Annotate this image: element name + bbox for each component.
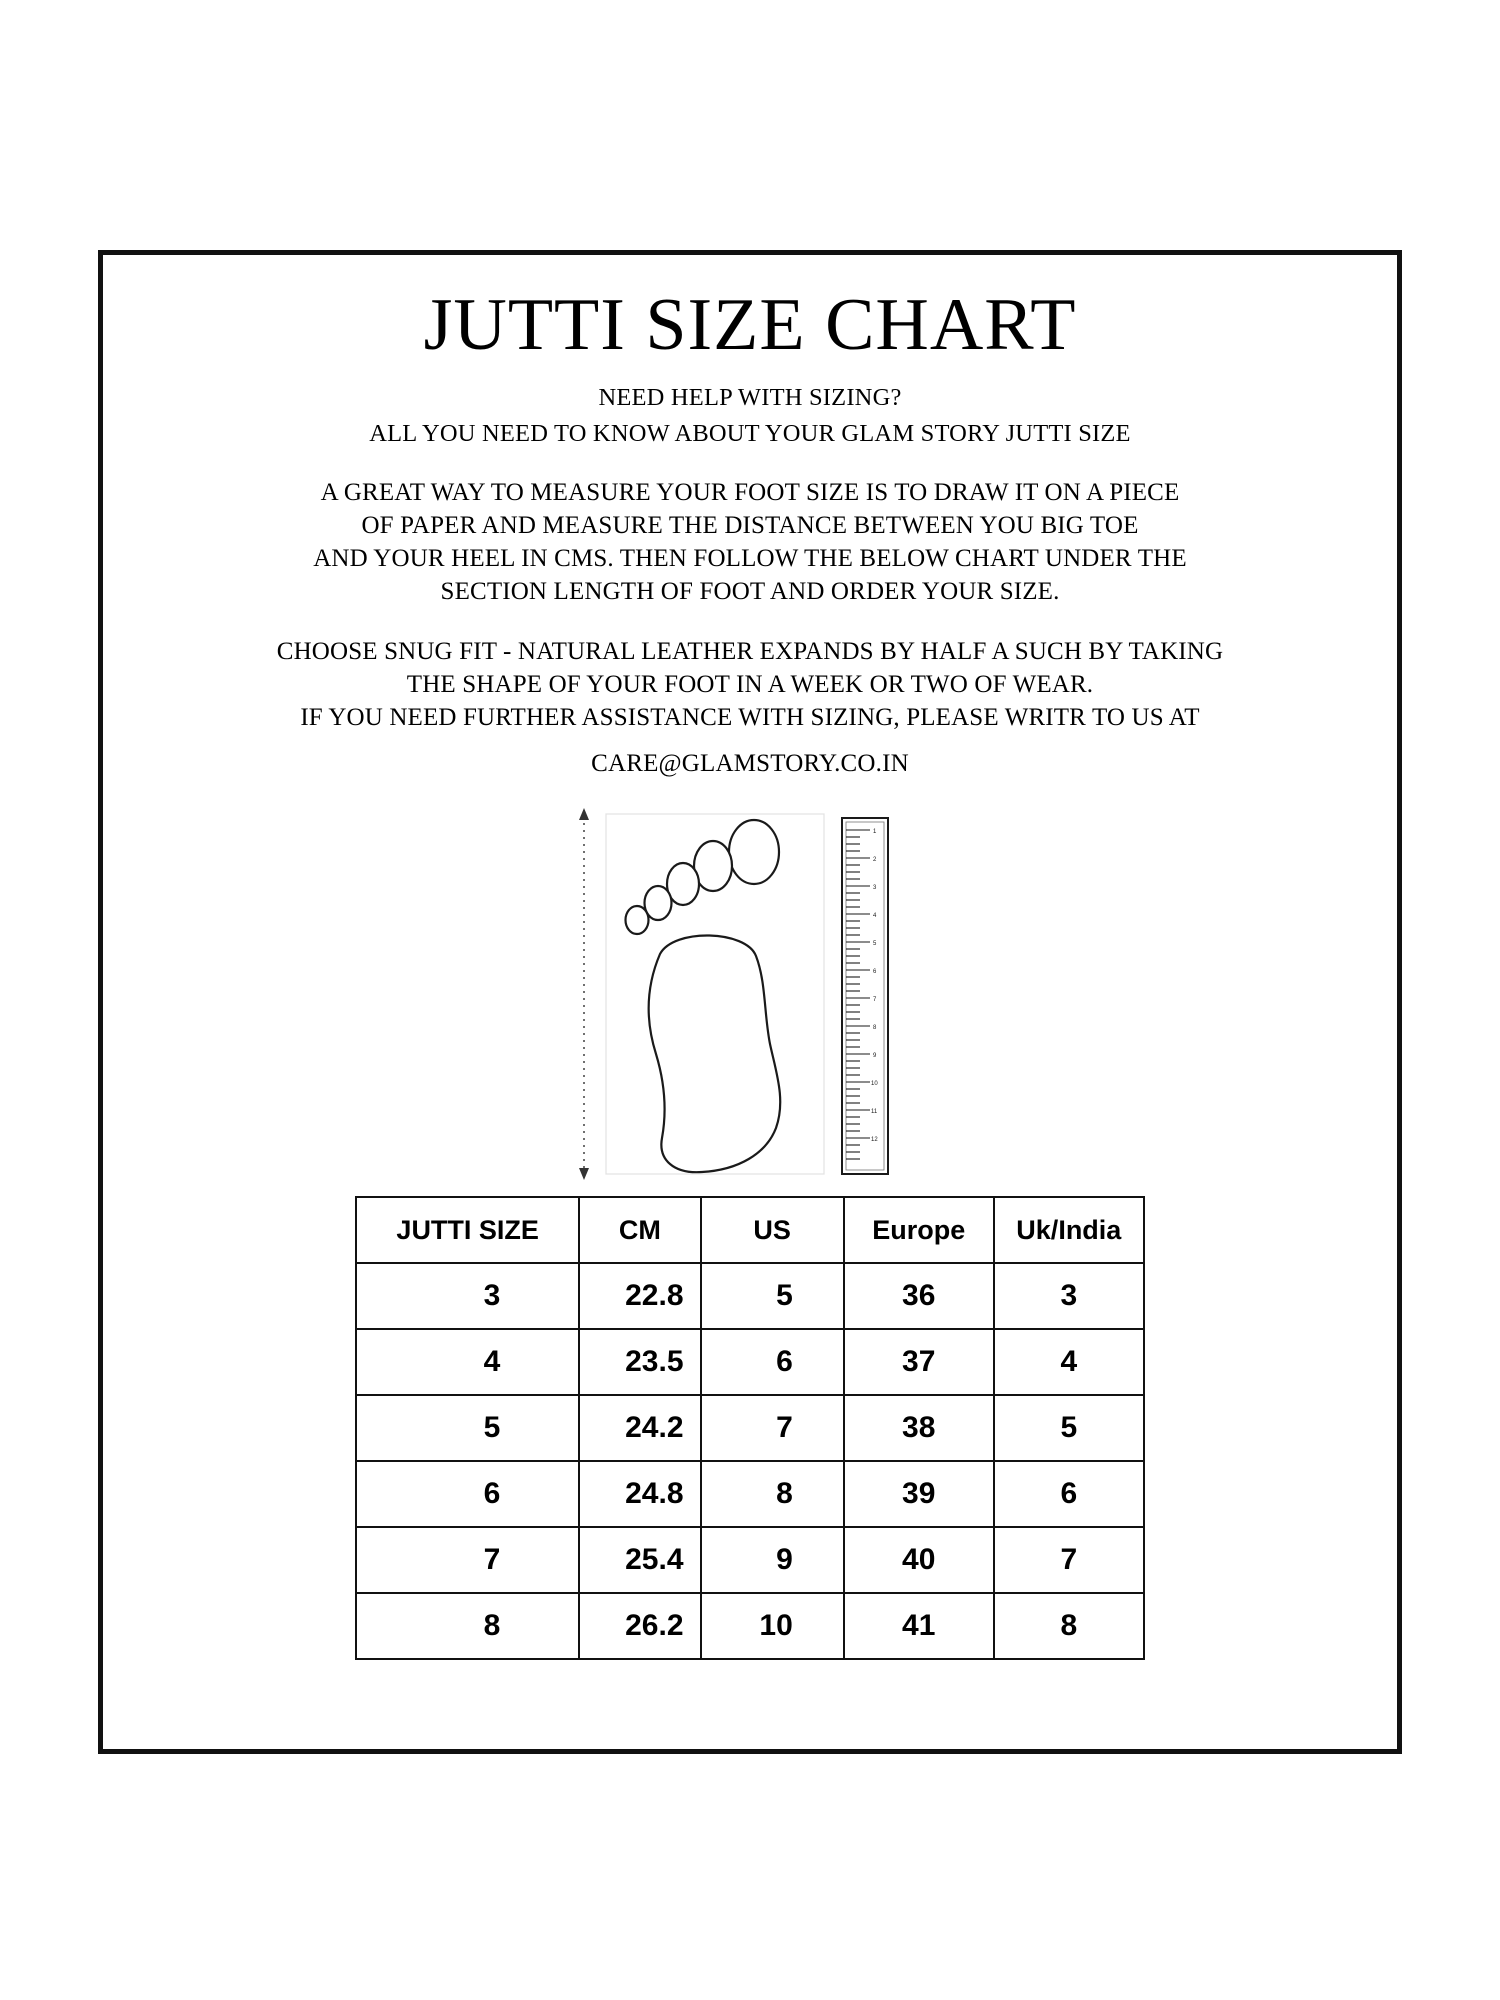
svg-text:6: 6	[873, 969, 877, 976]
svg-text:11: 11	[871, 1109, 878, 1116]
svg-text:10: 10	[871, 1081, 878, 1088]
measure-instructions	[230, 476, 1270, 609]
cell-jutti-size: 6	[356, 1461, 579, 1527]
cell-cm: 26.2	[579, 1593, 700, 1659]
table-row	[356, 1593, 1144, 1659]
cell-us: 10	[701, 1593, 844, 1659]
cell-europe: 41	[844, 1593, 994, 1659]
cell-us: 8	[701, 1461, 844, 1527]
svg-text:12: 12	[871, 1137, 878, 1144]
cell-jutti-size: 7	[356, 1527, 579, 1593]
table-row	[356, 1395, 1144, 1461]
svg-text:3: 3	[873, 885, 877, 892]
column-header-cm: CM	[579, 1197, 700, 1263]
cell-jutti-size: 3	[356, 1263, 579, 1329]
measure-instructions-line-2: OF PAPER AND MEASURE THE DISTANCE BETWEEN YOU BIG TOE	[361, 511, 1139, 539]
cell-jutti-size: 4	[356, 1329, 579, 1395]
cell-us: 5	[701, 1263, 844, 1329]
cell-cm: 25.4	[579, 1527, 700, 1593]
page-title: JUTTI SIZE CHART	[423, 284, 1077, 366]
foot-with-ruler-illustration	[143, 804, 1357, 1184]
intro-line-2: ALL YOU NEED TO KNOW ABOUT YOUR GLAM STORY JUTTI SIZE	[369, 419, 1131, 447]
svg-text:4: 4	[873, 913, 877, 920]
cell-uk-india: 8	[994, 1593, 1144, 1659]
column-header-europe: Europe	[844, 1197, 994, 1263]
column-header-uk-india: Uk/India	[994, 1197, 1144, 1263]
cell-uk-india: 3	[994, 1263, 1144, 1329]
svg-text:1: 1	[873, 829, 877, 836]
svg-text:9: 9	[873, 1053, 877, 1060]
svg-text:7: 7	[873, 997, 877, 1004]
cell-europe: 37	[844, 1329, 994, 1395]
cell-europe: 36	[844, 1263, 994, 1329]
cell-cm: 22.8	[579, 1263, 700, 1329]
cell-jutti-size: 5	[356, 1395, 579, 1461]
contact-email: CARE@GLAMSTORY.CO.IN	[591, 750, 909, 778]
cell-us: 9	[701, 1527, 844, 1593]
fit-instructions-line-2: THE SHAPE OF YOUR FOOT IN A WEEK OR TWO OF WEAR.	[406, 670, 1094, 698]
measurement-arrow-icon	[579, 808, 589, 1180]
cell-us: 7	[701, 1395, 844, 1461]
cell-us: 6	[701, 1329, 844, 1395]
measure-instructions-line-3: AND YOUR HEEL IN CMS. THEN FOLLOW THE BELOW CHART UNDER THE	[313, 545, 1187, 573]
size-table	[355, 1196, 1145, 1660]
column-header-us: US	[701, 1197, 844, 1263]
intro-line-1: NEED HELP WITH SIZING?	[598, 383, 902, 411]
table-header-row	[356, 1197, 1144, 1263]
cell-europe: 38	[844, 1395, 994, 1461]
fit-instructions-line-3: IF YOU NEED FURTHER ASSISTANCE WITH SIZING, PLEASE WRITR TO US AT	[300, 704, 1200, 732]
cell-europe: 39	[844, 1461, 994, 1527]
cell-uk-india: 4	[994, 1329, 1144, 1395]
table-row	[356, 1527, 1144, 1593]
chart-frame	[98, 250, 1402, 1754]
foot-outline-icon	[626, 820, 781, 1172]
chart-content	[103, 255, 1397, 1749]
measure-instructions-line-4: SECTION LENGTH OF FOOT AND ORDER YOUR SIZE.	[440, 578, 1060, 606]
fit-instructions-line-1: CHOOSE SNUG FIT - NATURAL LEATHER EXPANDS BY HALF A SUCH BY TAKING	[276, 637, 1224, 665]
size-table-wrapper	[355, 1196, 1145, 1660]
fit-instructions	[230, 635, 1270, 735]
svg-text:2: 2	[873, 857, 877, 864]
cell-jutti-size: 8	[356, 1593, 579, 1659]
svg-text:5: 5	[873, 941, 877, 948]
table-row	[356, 1263, 1144, 1329]
cell-cm: 24.2	[579, 1395, 700, 1461]
column-header-jutti-size: JUTTI SIZE	[356, 1197, 579, 1263]
measure-instructions-line-1: A GREAT WAY TO MEASURE YOUR FOOT SIZE IS TO DRAW IT ON A PIECE	[320, 478, 1180, 506]
cell-uk-india: 7	[994, 1527, 1144, 1593]
ruler-icon	[842, 818, 888, 1174]
cell-europe: 40	[844, 1527, 994, 1593]
cell-uk-india: 5	[994, 1395, 1144, 1461]
table-row	[356, 1461, 1144, 1527]
cell-cm: 23.5	[579, 1329, 700, 1395]
svg-text:8: 8	[873, 1025, 877, 1032]
cell-cm: 24.8	[579, 1461, 700, 1527]
table-row	[356, 1329, 1144, 1395]
cell-uk-india: 6	[994, 1461, 1144, 1527]
